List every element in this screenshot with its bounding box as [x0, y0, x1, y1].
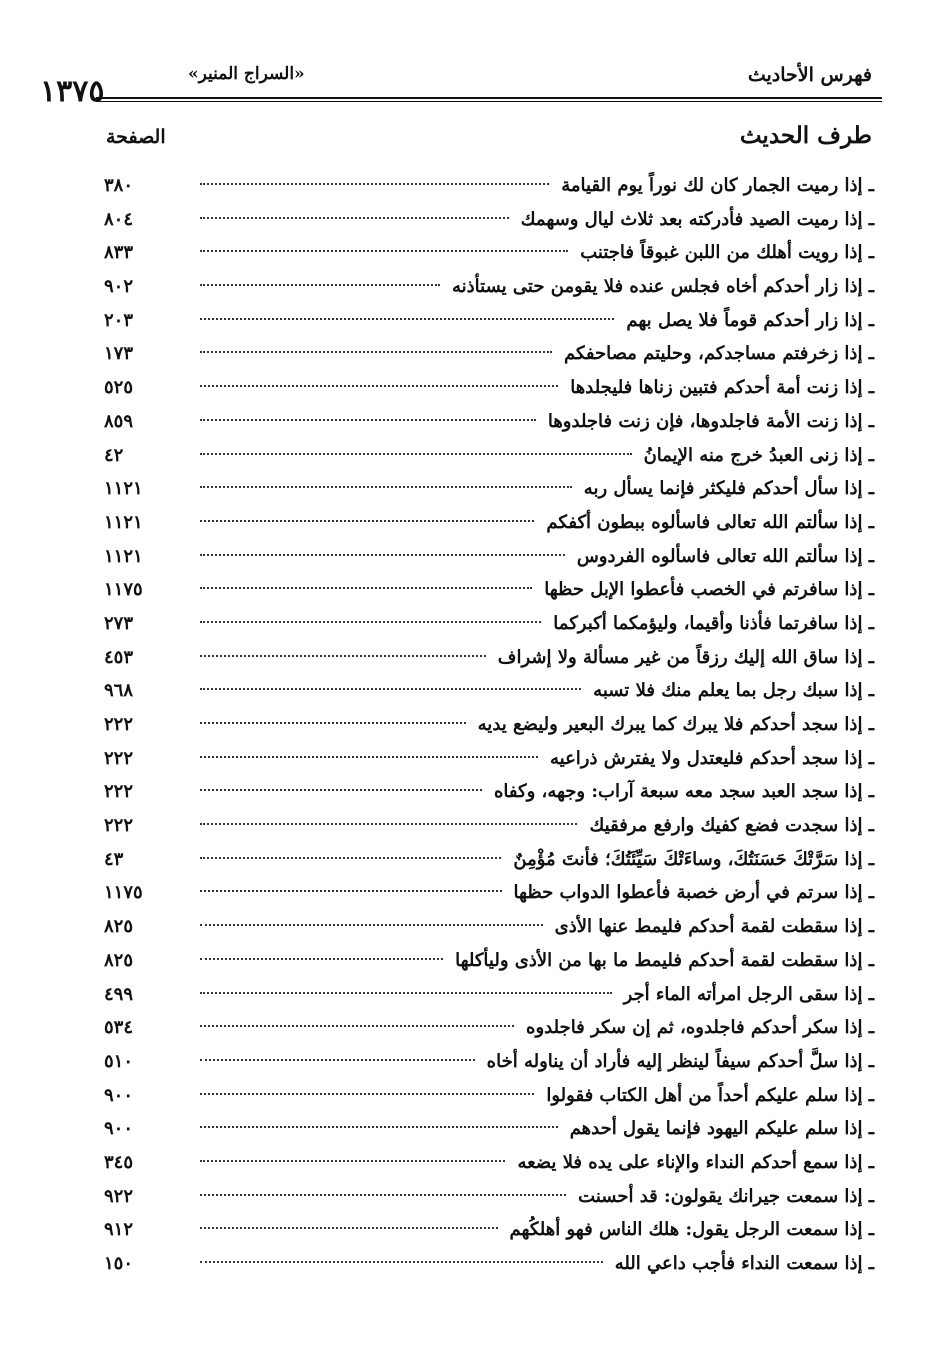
dot-leader — [200, 250, 568, 252]
entry-hadith-text: ـ إذا سقى الرجل امرأته الماء أجر — [623, 983, 874, 1005]
dot-leader — [200, 183, 549, 185]
entry-page-number: ٨٥٩ — [104, 410, 134, 432]
dot-leader — [200, 486, 572, 488]
entry-page-number: ١١٢١ — [104, 478, 143, 500]
entry-hadith-text: ـ إذا سمع أحدكم النداء والإناء على يده فلا يضعه — [517, 1151, 874, 1173]
entry-hadith-text: ـ إذا زار أحدكم أخاه فجلس عنده فلا يقومن حتى يستأذنه — [451, 276, 874, 298]
entry-page-number: ٨٢٥ — [104, 916, 134, 938]
entry-page-number: ١٧٣ — [104, 343, 134, 365]
index-entry — [96, 169, 882, 203]
index-entry — [96, 203, 882, 237]
entry-hadith-text: ـ إذا زنت الأمة فاجلدوها، فإن زنت فاجلدوها — [547, 410, 874, 432]
entry-hadith-text: ـ إذا سمعت الرجل يقول: هلك الناس فهو أهلكُهم — [509, 1219, 874, 1241]
dot-leader — [200, 554, 565, 556]
entry-hadith-text: ـ إذا سمعت النداء فأجب داعي الله — [614, 1253, 874, 1274]
index-entry — [96, 607, 882, 641]
section-title: فهرس الأحاديث — [747, 64, 872, 86]
entry-hadith-text: ـ إذا سألتم الله تعالى فاسألوه ببطون أكفكم — [546, 511, 874, 533]
entry-page-number: ٩٠٠ — [104, 1084, 134, 1106]
entry-hadith-text: ـ إذا سألتم الله تعالى فاسألوه الفردوس — [576, 545, 874, 567]
index-entry — [96, 1045, 882, 1079]
index-entry — [96, 337, 882, 371]
dot-leader — [200, 351, 552, 353]
dot-leader — [200, 284, 440, 286]
dot-leader — [200, 924, 543, 926]
entry-hadith-text: ـ إذا رميت الجمار كان لك نوراً يوم القيامة — [561, 175, 874, 196]
entry-page-number: ٢٢٢ — [104, 781, 134, 803]
entry-page-number: ٥١٠ — [104, 1050, 134, 1072]
entry-hadith-text: ـ إذا سأل أحدكم فليكثر فإنما يسأل ربه — [583, 478, 874, 500]
entry-hadith-text: ـ إذا زخرفتم مساجدكم، وحليتم مصاحفكم — [563, 343, 874, 365]
dot-leader — [200, 217, 509, 219]
index-entry — [96, 1213, 882, 1247]
index-entry — [96, 978, 882, 1012]
entry-page-number: ٤٣ — [104, 848, 124, 870]
index-entry — [96, 1180, 882, 1214]
header-rule-thin — [96, 101, 882, 102]
entry-hadith-text: ـ إذا ساق الله إليك رزقاً من غير مسألة ولا إشراف — [497, 646, 874, 668]
entry-hadith-text: ـ إذا سكر أحدكم فاجلدوه، ثم إن سكر فاجلدوه — [526, 1017, 874, 1039]
dot-leader — [200, 1194, 566, 1196]
index-entry — [96, 236, 882, 270]
index-entry — [96, 439, 882, 473]
entry-page-number: ٣٤٥ — [104, 1151, 134, 1173]
entry-hadith-text: ـ إذا زنت أمة أحدكم فتبين زناها فليجلدها — [570, 377, 874, 399]
entry-page-number: ١١٢١ — [104, 511, 143, 533]
dot-leader — [200, 419, 536, 421]
entry-page-number: ٩٠٠ — [104, 1118, 134, 1140]
entry-hadith-text: ـ إذا سلم عليكم أحداً من أهل الكتاب فقولوا — [546, 1084, 874, 1106]
entry-hadith-text: ـ إذا سجد العبد سجد معه سبعة آراب: وجهه، وكفاه — [493, 781, 874, 803]
dot-leader — [200, 992, 612, 994]
entry-hadith-text: ـ إذا سرتم في أرض خصبة فأعطوا الدواب حظها — [513, 882, 874, 904]
entry-page-number: ٩٢٢ — [104, 1185, 134, 1207]
dot-leader — [200, 318, 614, 320]
entry-hadith-text: ـ إذا سافرتم في الخصب فأعطوا الإبل حظها — [544, 579, 874, 601]
entry-hadith-text: ـ إذا سافرتما فأذنا وأقيما، وليؤمكما أكبركما — [553, 612, 874, 634]
entry-hadith-text: ـ إذا سقطت لقمة أحدكم فليمط عنها الأذى — [554, 916, 874, 938]
index-entry — [96, 708, 882, 742]
entry-page-number: ١١٧٥ — [104, 882, 143, 904]
index-entry — [96, 573, 882, 607]
entry-page-number: ٢٠٣ — [104, 309, 134, 331]
dot-leader — [200, 1025, 514, 1027]
dot-leader — [200, 1227, 498, 1229]
entry-page-number: ٥٢٥ — [104, 377, 134, 399]
entry-hadith-text: ـ إذا سجدت فضع كفيك وارفع مرفقيك — [589, 815, 874, 837]
index-entry — [96, 304, 882, 338]
entry-hadith-text: ـ إذا سمعت جيرانك يقولون: قد أحسنت — [578, 1185, 874, 1207]
entry-page-number: ٢٢٢ — [104, 815, 134, 837]
index-entry — [96, 775, 882, 809]
index-entry — [96, 843, 882, 877]
index-entry — [96, 910, 882, 944]
entry-hadith-text: ـ إذا سجد أحدكم فلا يبرك كما يبرك البعير وليضع يديه — [477, 714, 874, 735]
dot-leader — [200, 1261, 603, 1263]
entry-page-number: ٩٠٢ — [104, 276, 134, 298]
header-rule — [96, 97, 882, 99]
index-entry — [96, 1112, 882, 1146]
entry-page-number: ٢٢٢ — [104, 747, 134, 769]
entry-hadith-text: ـ إذا سبك رجل بما يعلم منك فلا تسبه — [593, 680, 874, 702]
entry-page-number: ٤٢ — [104, 444, 124, 466]
entry-page-number: ٢٢٢ — [104, 714, 134, 735]
index-entry — [96, 809, 882, 843]
dot-leader — [200, 385, 558, 387]
page-number: ١٣٧٥ — [40, 74, 105, 109]
running-header — [40, 60, 882, 109]
index-entry — [96, 876, 882, 910]
entry-hadith-text: ـ إذا سقطت لقمة أحدكم فليمط ما بها من الأذى وليأكلها — [455, 949, 874, 971]
index-entry — [96, 472, 882, 506]
entry-page-number: ٣٨٠ — [104, 175, 134, 196]
dot-leader — [200, 722, 466, 724]
dot-leader — [200, 890, 502, 892]
entry-hadith-text: ـ إذا رويت أهلك من اللبن غبوقاً فاجتنب — [580, 242, 874, 264]
index-entry — [96, 1079, 882, 1113]
entry-page-number: ٤٩٩ — [104, 983, 134, 1005]
entry-hadith-text: ـ إذا زار أحدكم قوماً فلا يصل بهم — [626, 309, 874, 331]
dot-leader — [200, 453, 632, 455]
entry-page-number: ١٥٠ — [104, 1253, 134, 1274]
dot-leader — [200, 520, 534, 522]
index-entry — [96, 506, 882, 540]
index-entry — [96, 371, 882, 405]
entry-hadith-text: ـ إذا سلم عليكم اليهود فإنما يقول أحدهم — [569, 1118, 874, 1140]
dot-leader — [200, 958, 443, 960]
dot-leader — [200, 587, 532, 589]
index-entry — [96, 270, 882, 304]
index-entry — [96, 1146, 882, 1180]
dot-leader — [200, 756, 538, 758]
entry-page-number: ١١٢١ — [104, 545, 143, 567]
index-entry — [96, 540, 882, 574]
dot-leader — [200, 1160, 505, 1162]
dot-leader — [200, 1059, 475, 1061]
entry-page-number: ٢٧٣ — [104, 612, 134, 634]
dot-leader — [200, 1126, 558, 1128]
entry-hadith-text: ـ إذا زنى العبدُ خرج منه الإيمانُ — [643, 444, 874, 466]
column-headings — [96, 122, 882, 162]
dot-leader — [200, 1093, 534, 1095]
entry-page-number: ٤٥٣ — [104, 646, 134, 668]
column-heading-page: الصفحة — [106, 126, 166, 148]
entry-hadith-text: ـ إذا رميت الصيد فأدركته بعد ثلاث ليال وسهمك — [520, 208, 874, 230]
book-title: «السراج المنير» — [188, 64, 305, 84]
entry-page-number: ٨٢٥ — [104, 949, 134, 971]
dot-leader — [200, 823, 577, 825]
index-page — [40, 0, 882, 1369]
dot-leader — [200, 857, 501, 859]
entry-page-number: ١١٧٥ — [104, 579, 143, 601]
entry-page-number: ٨٣٣ — [104, 242, 134, 264]
dot-leader — [200, 688, 581, 690]
dot-leader — [200, 789, 482, 791]
hadith-index-list — [96, 169, 882, 1281]
entry-hadith-text: ـ إذا سلَّ أحدكم سيفاً لينظر إليه فأراد أن يناوله أخاه — [486, 1050, 874, 1072]
index-entry — [96, 405, 882, 439]
entry-hadith-text: ـ إذا سَرَّتْكَ حَسَنَتُكَ، وساءَتْكَ سَيِّئَتُكَ؛ فأنتَ مُؤْمِنٌ — [513, 848, 874, 870]
dot-leader — [200, 621, 541, 623]
column-heading-hadith: طرف الحديث — [739, 122, 872, 149]
index-entry — [96, 1011, 882, 1045]
entry-page-number: ٩١٢ — [104, 1219, 134, 1241]
entry-page-number: ٥٣٤ — [104, 1017, 134, 1039]
index-entry — [96, 944, 882, 978]
entry-page-number: ٨٠٤ — [104, 208, 134, 230]
entry-hadith-text: ـ إذا سجد أحدكم فليعتدل ولا يفترش ذراعيه — [549, 747, 874, 769]
index-entry — [96, 742, 882, 776]
dot-leader — [200, 655, 486, 657]
index-entry — [96, 674, 882, 708]
index-entry — [96, 641, 882, 675]
entry-page-number: ٩٦٨ — [104, 680, 134, 702]
index-entry — [96, 1247, 882, 1281]
